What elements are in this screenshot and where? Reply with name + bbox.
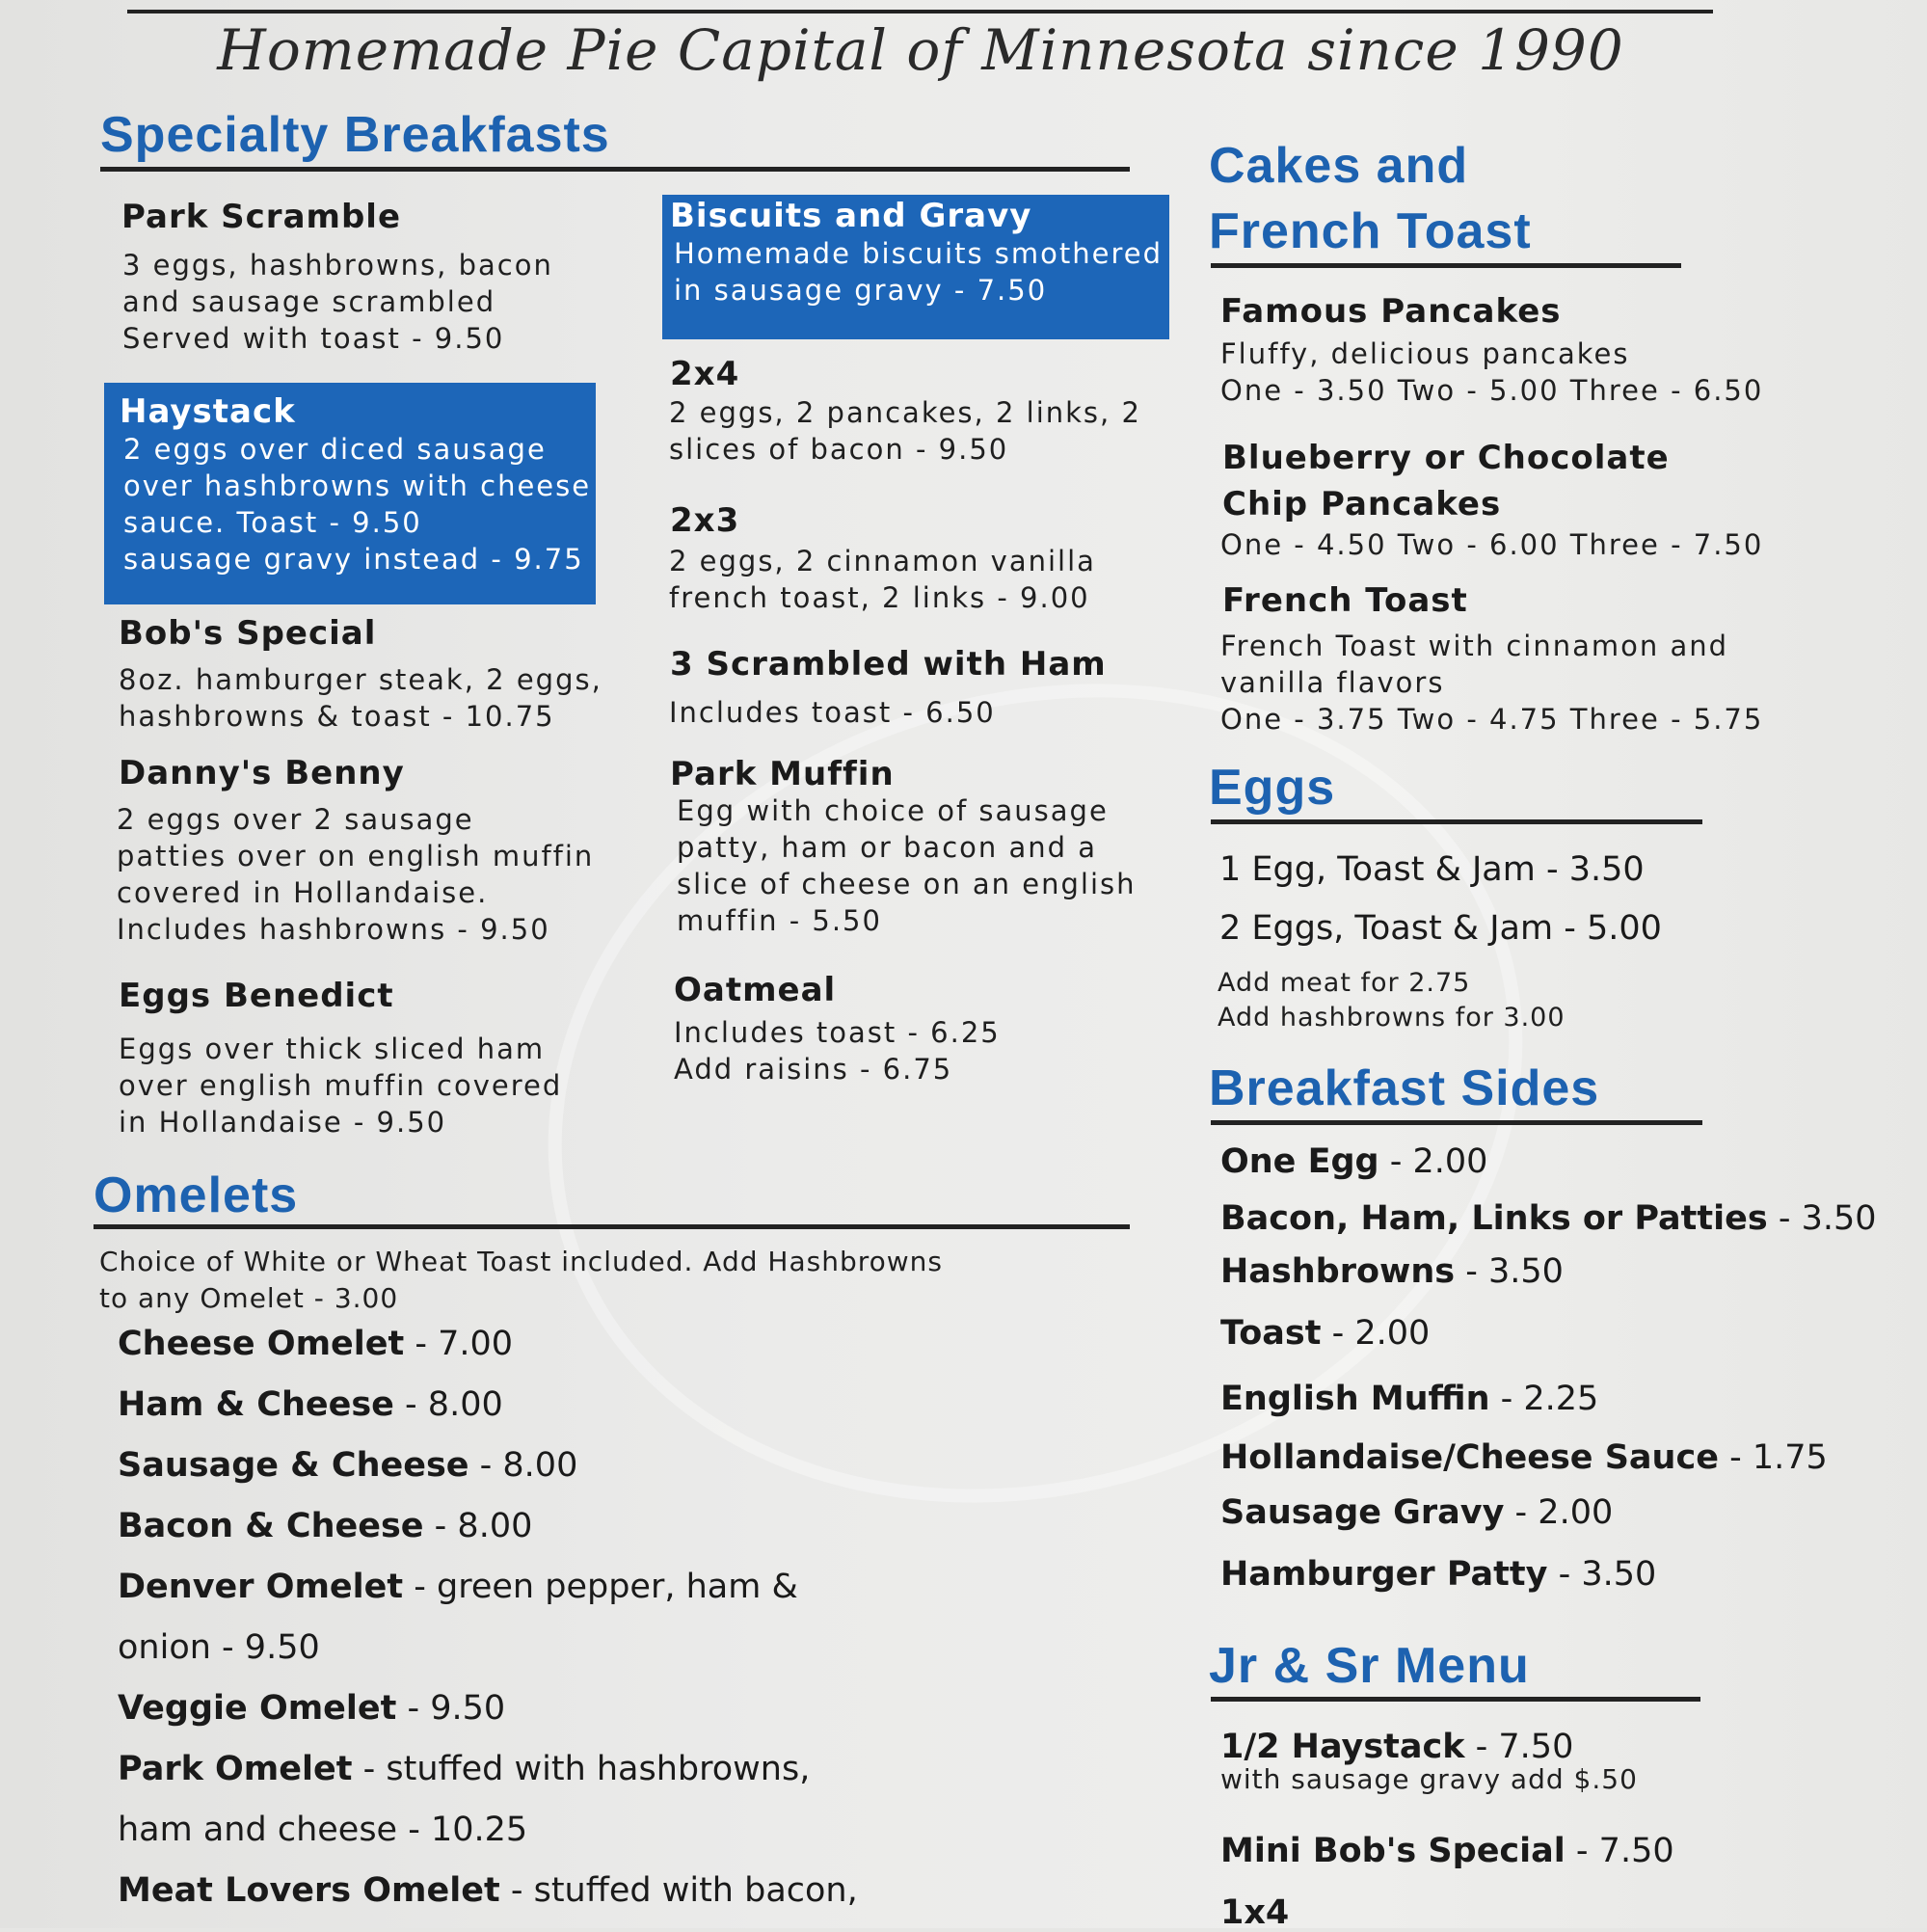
omelet-line: ham and cheese - 10.25	[118, 1811, 528, 1849]
item-desc-park-scramble: 3 eggs, hashbrowns, bacon and sausage scrambled Served with toast - 9.50	[122, 249, 553, 355]
item-desc-haystack: 2 eggs over diced sausage over hashbrowns with cheese sauce. Toast - 9.50 sausage gravy instead - 9.75	[123, 433, 592, 576]
section-rule	[94, 1224, 1130, 1229]
item-desc-park-muffin: Egg with choice of sausage patty, ham or bacon and a slice of cheese on an english muffin - 5.50	[677, 794, 1137, 937]
item-desc-bobs-special: 8oz. hamburger steak, 2 eggs, hashbrowns & toast - 10.75	[119, 663, 602, 733]
omelet-line: Denver Omelet - green pepper, ham &	[118, 1568, 798, 1606]
jrsr-item: 1/2 Haystack - 7.50	[1220, 1728, 1574, 1766]
item-desc-oatmeal: Includes toast - 6.25 Add raisins - 6.75	[674, 1016, 1001, 1086]
side-item: Bacon, Ham, Links or Patties - 3.50	[1220, 1199, 1877, 1238]
section-title-jr-sr-menu: Jr & Sr Menu	[1209, 1638, 1530, 1694]
omelet-line: onion - 9.50	[118, 1628, 320, 1667]
item-title-haystack: Haystack	[120, 392, 296, 431]
side-item: One Egg - 2.00	[1220, 1142, 1488, 1181]
item-title-eggs-benedict: Eggs Benedict	[119, 977, 394, 1015]
omelet-line: Ham & Cheese - 8.00	[118, 1385, 503, 1424]
section-rule	[1211, 1697, 1700, 1702]
item-desc-dannys-benny: 2 eggs over 2 sausage patties over on english muffin covered in Hollandaise. Includes hashbrowns - 9.50	[117, 803, 595, 946]
highlight-box-biscuits	[662, 195, 1169, 339]
item-title-blueberry: Blueberry or Chocolate Chip Pancakes	[1222, 439, 1670, 523]
jrsr-item: Mini Bob's Special - 7.50	[1220, 1832, 1674, 1870]
item-desc-scrambled-ham: Includes toast - 6.50	[669, 696, 996, 729]
omelet-line: Bacon & Cheese - 8.00	[118, 1507, 533, 1545]
side-item: Toast - 2.00	[1220, 1314, 1431, 1353]
omelet-line: Veggie Omelet - 9.50	[118, 1689, 506, 1728]
item-title-dannys-benny: Danny's Benny	[119, 754, 405, 792]
section-rule	[1211, 1120, 1702, 1125]
item-title-scrambled-ham: 3 Scrambled with Ham	[670, 645, 1107, 684]
jrsr-haystack-note: with sausage gravy add $.50	[1220, 1763, 1638, 1795]
section-title-omelets: Omelets	[94, 1167, 299, 1223]
item-desc-famous-pancakes: Fluffy, delicious pancakes One - 3.50 Two - 5.00 Three - 6.50	[1220, 337, 1764, 407]
eggs-item: 2 Eggs, Toast & Jam - 5.00	[1219, 909, 1662, 948]
side-item: Sausage Gravy - 2.00	[1220, 1493, 1614, 1532]
item-title-french-toast: French Toast	[1222, 581, 1468, 620]
side-item: Hamburger Patty - 3.50	[1220, 1555, 1657, 1594]
item-desc-eggs-benedict: Eggs over thick sliced ham over english muffin covered in Hollandaise - 9.50	[119, 1033, 563, 1139]
top-rule	[127, 10, 1713, 13]
side-item: Hashbrowns - 3.50	[1220, 1252, 1564, 1291]
item-title-2x4: 2x4	[670, 355, 740, 393]
item-desc-biscuits: Homemade biscuits smothered in sausage gravy - 7.50	[674, 237, 1164, 307]
tagline: Homemade Pie Capital of Minnesota since 1990	[217, 17, 1624, 83]
omelet-line: Park Omelet - stuffed with hashbrowns,	[118, 1750, 811, 1788]
section-rule	[100, 167, 1130, 172]
item-title-oatmeal: Oatmeal	[674, 971, 837, 1009]
jrsr-item: 1x4	[1220, 1893, 1290, 1932]
item-desc-2x4: 2 eggs, 2 pancakes, 2 links, 2 slices of bacon - 9.50	[669, 396, 1141, 466]
item-desc-french-toast: French Toast with cinnamon and vanilla flavors One - 3.75 Two - 4.75 Three - 5.75	[1220, 630, 1764, 736]
item-title-park-muffin: Park Muffin	[670, 755, 895, 793]
side-item: English Muffin - 2.25	[1220, 1380, 1599, 1418]
item-title-biscuits: Biscuits and Gravy	[670, 197, 1032, 235]
omelet-line: Meat Lovers Omelet - stuffed with bacon,	[118, 1871, 858, 1910]
section-title-cakes: Cakes and French Toast	[1209, 138, 1532, 259]
section-title-breakfast-sides: Breakfast Sides	[1209, 1060, 1600, 1116]
highlight-box-haystack	[104, 383, 596, 604]
omelet-line: Cheese Omelet - 7.00	[118, 1325, 514, 1363]
omelet-line: Sausage & Cheese - 8.00	[118, 1446, 578, 1485]
item-desc-2x3: 2 eggs, 2 cinnamon vanilla french toast, 2 links - 9.00	[669, 545, 1096, 614]
eggs-adds: Add meat for 2.75 Add hashbrowns for 3.00	[1218, 968, 1566, 1033]
item-title-2x3: 2x3	[670, 501, 740, 540]
eggs-item: 1 Egg, Toast & Jam - 3.50	[1219, 850, 1645, 889]
section-title-specialty: Specialty Breakfasts	[100, 107, 610, 163]
item-title-famous-pancakes: Famous Pancakes	[1220, 292, 1562, 331]
section-rule	[1211, 263, 1681, 268]
section-rule	[1211, 819, 1702, 824]
item-title-bobs-special: Bob's Special	[119, 614, 377, 653]
omelets-note: Choice of White or Wheat Toast included. Add Hashbrowns to any Omelet - 3.00	[99, 1246, 943, 1314]
item-desc-blueberry: One - 4.50 Two - 6.00 Three - 7.50	[1220, 528, 1764, 561]
side-item: Hollandaise/Cheese Sauce - 1.75	[1220, 1438, 1828, 1477]
section-title-eggs: Eggs	[1209, 760, 1336, 816]
item-title-park-scramble: Park Scramble	[121, 198, 401, 236]
